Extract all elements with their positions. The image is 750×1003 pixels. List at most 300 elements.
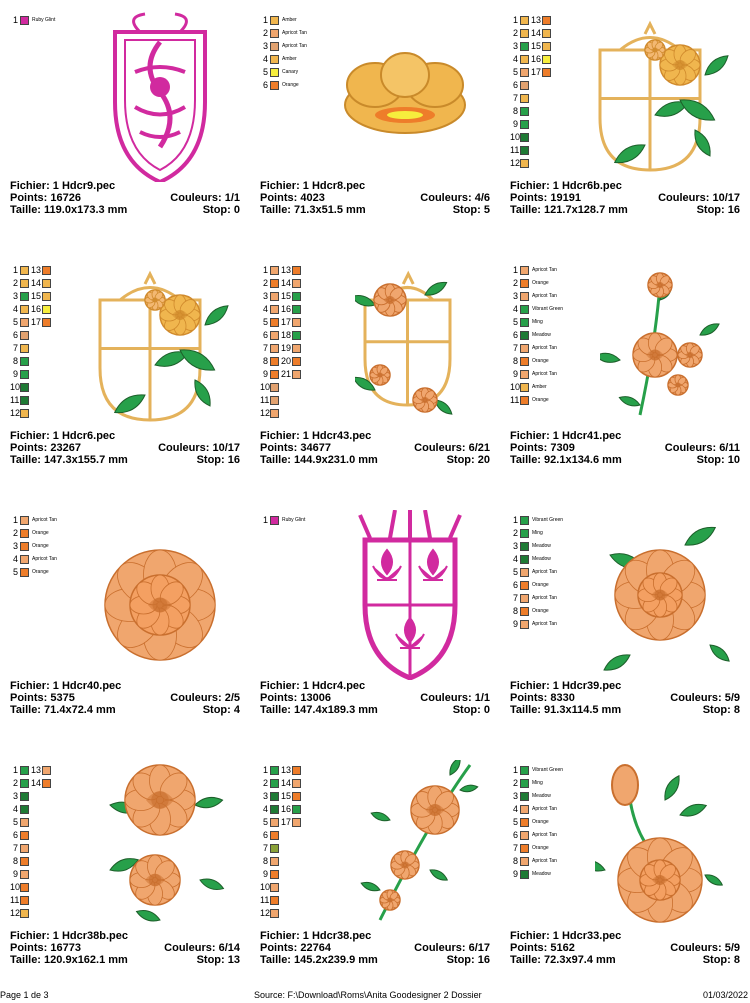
thread-color-swatch: [20, 779, 29, 788]
thread-color-list: [10, 764, 51, 920]
design-info: [10, 180, 240, 216]
thread-number: 13: [31, 765, 42, 775]
thread-number: 9: [12, 869, 18, 879]
thread-color-row: [10, 527, 57, 540]
thread-color-row: [510, 144, 551, 157]
thread-number: 1: [512, 515, 518, 525]
colors-value: 6/21: [468, 442, 490, 454]
size-label: Taille:: [10, 954, 41, 966]
design-card: [500, 0, 750, 250]
thread-number: 21: [281, 369, 292, 379]
file-label: Fichier:: [260, 930, 300, 942]
thread-color-row: [510, 264, 563, 277]
thread-color-swatch: [270, 344, 279, 353]
file-label: Fichier:: [510, 930, 550, 942]
thread-color-row: [260, 894, 301, 907]
print-date: 01/03/2022: [702, 990, 748, 1000]
stop-value: 8: [733, 704, 740, 716]
thread-color-swatch: [520, 779, 529, 788]
thread-color-row: [260, 27, 307, 40]
thread-color-swatch: [270, 357, 279, 366]
size-value: 72.3x97.4 mm: [544, 954, 616, 966]
thread-number: 6: [262, 830, 268, 840]
thread-color-row: [10, 553, 57, 566]
thread-color-name: Meadow: [532, 793, 551, 799]
thread-color-swatch: [270, 55, 279, 64]
thread-color-swatch: [520, 383, 529, 392]
points-line: [10, 942, 81, 954]
thread-color-swatch: [520, 279, 529, 288]
thread-color-row: [510, 27, 551, 40]
thread-color-row: [260, 764, 301, 777]
colors-value: 6/11: [719, 442, 740, 454]
thread-color-row: [510, 329, 563, 342]
thread-color-swatch: [270, 516, 279, 525]
rose-large-icon: [85, 535, 235, 680]
thread-number: 14: [281, 278, 292, 288]
thread-color-swatch: [20, 857, 29, 866]
colors-value: 2/5: [224, 692, 240, 704]
points-line: [510, 442, 575, 454]
thread-color-name: Apricot Tan: [532, 806, 557, 812]
thread-number: 7: [512, 593, 518, 603]
file-line: [510, 430, 621, 442]
thread-number: 3: [12, 291, 18, 301]
thread-color-name: Orange: [282, 82, 299, 88]
points-line: [510, 692, 575, 704]
thread-color-row: [260, 264, 301, 277]
thread-color-swatch: [520, 555, 529, 564]
colors-line: [665, 442, 740, 454]
colors-line: [414, 442, 490, 454]
thread-color-swatch: [292, 805, 301, 814]
thread-color-swatch: [520, 607, 529, 616]
size-line: [510, 454, 622, 466]
thread-color-swatch: [542, 68, 551, 77]
thread-color-row: [510, 66, 551, 79]
thread-color-row: [510, 514, 563, 527]
thread-number: 5: [262, 817, 268, 827]
file-name: 1 Hdcr43.pec: [302, 430, 372, 442]
thread-color-swatch: [20, 16, 29, 25]
thread-color-swatch: [42, 305, 51, 314]
thread-color-swatch: [520, 68, 529, 77]
thread-color-row: [10, 329, 51, 342]
thread-color-row: [510, 105, 551, 118]
thread-color-row: [260, 881, 301, 894]
thread-color-row: [510, 842, 563, 855]
thread-color-row: [260, 790, 301, 803]
size-value: 144.9x231.0 mm: [294, 454, 378, 466]
thread-number: 16: [281, 804, 292, 814]
thread-color-swatch: [292, 292, 301, 301]
size-label: Taille:: [10, 204, 41, 216]
thread-color-row: [10, 540, 57, 553]
thread-color-name: Amber: [282, 17, 297, 23]
design-card: [0, 500, 250, 750]
thread-number: 5: [512, 567, 518, 577]
stop-value: 5: [483, 204, 490, 216]
thread-color-swatch: [520, 55, 529, 64]
thread-color-list: [10, 264, 51, 420]
points-line: [10, 442, 81, 454]
thread-number: 5: [12, 567, 18, 577]
thread-number: 6: [512, 330, 518, 340]
thread-color-swatch: [270, 831, 279, 840]
points-value: 16773: [50, 942, 81, 954]
colors-line: [164, 942, 240, 954]
thread-color-swatch: [520, 29, 529, 38]
stop-label: Stop:: [702, 704, 731, 716]
thread-color-row: [260, 355, 301, 368]
thread-number: 11: [510, 395, 520, 405]
colors-label: Couleurs:: [170, 692, 222, 704]
thread-color-name: Orange: [32, 530, 49, 536]
thread-color-swatch: [542, 16, 551, 25]
file-line: [510, 680, 621, 692]
thread-number: 17: [281, 317, 292, 327]
thread-color-row: [510, 53, 551, 66]
colors-label: Couleurs:: [414, 942, 466, 954]
thread-number: 10: [260, 882, 271, 892]
stop-value: 8: [733, 954, 740, 966]
thread-color-name: Amber: [532, 384, 547, 390]
thread-color-swatch: [270, 883, 279, 892]
thread-number: 3: [12, 541, 18, 551]
thread-color-name: Meadow: [532, 332, 551, 338]
thread-color-swatch: [270, 396, 279, 405]
design-card: [250, 500, 500, 750]
thread-color-swatch: [20, 266, 29, 275]
file-label: Fichier:: [260, 680, 300, 692]
thread-number: 9: [512, 869, 518, 879]
colors-label: Couleurs:: [170, 192, 222, 204]
colors-value: 6/17: [468, 942, 490, 954]
thread-color-swatch: [520, 107, 529, 116]
thread-color-swatch: [20, 279, 29, 288]
thread-number: 14: [31, 278, 42, 288]
thread-number: 5: [12, 817, 18, 827]
thread-color-swatch: [270, 766, 279, 775]
thread-color-row: [260, 303, 301, 316]
thread-color-row: [10, 514, 57, 527]
thread-color-swatch: [20, 909, 29, 918]
thread-color-swatch: [20, 818, 29, 827]
thread-number: 1: [262, 515, 268, 525]
thread-color-swatch: [270, 857, 279, 866]
thread-color-row: [510, 790, 563, 803]
thread-color-name: Orange: [532, 608, 549, 614]
thread-color-swatch: [520, 94, 529, 103]
thread-color-swatch: [20, 516, 29, 525]
colors-label: Couleurs:: [164, 942, 216, 954]
file-label: Fichier:: [10, 930, 50, 942]
file-name: 1 Hdcr8.pec: [302, 180, 366, 192]
thread-color-swatch: [42, 266, 51, 275]
points-label: Points:: [10, 942, 48, 954]
thread-color-swatch: [20, 766, 29, 775]
design-info: [260, 180, 490, 216]
thread-color-row: [10, 290, 51, 303]
points-value: 22764: [300, 942, 331, 954]
stop-label: Stop:: [196, 454, 225, 466]
thread-color-row: [10, 842, 51, 855]
file-line: [510, 930, 621, 942]
thread-color-row: [10, 881, 51, 894]
size-value: 119.0x173.3 mm: [44, 204, 128, 216]
points-line: [10, 192, 81, 204]
thread-color-row: [10, 342, 51, 355]
thread-color-swatch: [270, 331, 279, 340]
thread-number: 6: [512, 830, 518, 840]
thread-number: 7: [262, 343, 268, 353]
thread-color-name: Vibrant Green: [532, 517, 564, 523]
thread-number: 2: [262, 778, 268, 788]
thread-color-row: [260, 368, 301, 381]
file-line: [260, 180, 365, 192]
stop-line: [703, 954, 740, 966]
thread-number: 2: [12, 778, 18, 788]
thread-number: 4: [512, 554, 518, 564]
thread-color-row: [510, 855, 563, 868]
points-line: [510, 192, 581, 204]
thread-color-swatch: [520, 266, 529, 275]
thread-color-row: [10, 907, 51, 920]
thread-color-swatch: [520, 16, 529, 25]
thread-number: 1: [512, 265, 518, 275]
thread-color-row: [10, 868, 51, 881]
size-line: [10, 454, 128, 466]
thread-color-row: [260, 777, 301, 790]
points-line: [260, 192, 325, 204]
file-name: 1 Hdcr6.pec: [52, 430, 116, 442]
thread-number: 7: [512, 343, 518, 353]
stop-line: [197, 954, 240, 966]
thread-color-swatch: [270, 844, 279, 853]
thread-color-swatch: [42, 318, 51, 327]
stop-label: Stop:: [702, 954, 731, 966]
colors-label: Couleurs:: [670, 942, 722, 954]
file-label: Fichier:: [10, 430, 50, 442]
thread-color-swatch: [520, 133, 529, 142]
thread-color-name: Orange: [532, 819, 549, 825]
thread-color-name: Apricot Tan: [532, 267, 557, 273]
points-value: 5375: [50, 692, 75, 704]
thread-color-row: [260, 816, 301, 829]
thread-color-row: [260, 66, 307, 79]
roses-cluster-icon: [100, 760, 230, 935]
thread-number: 3: [262, 291, 268, 301]
thread-color-name: Apricot Tan: [532, 832, 557, 838]
thread-color-row: [260, 14, 307, 27]
thread-number: 9: [262, 369, 268, 379]
thread-color-row: [10, 566, 57, 579]
rose-bud-icon: [595, 760, 725, 935]
thread-color-row: [510, 92, 551, 105]
shield-fleur-de-lis-icon: [350, 510, 470, 685]
stop-value: 16: [727, 204, 740, 216]
thread-number: 1: [12, 15, 18, 25]
thread-number: 2: [262, 278, 268, 288]
points-value: 13006: [300, 692, 331, 704]
thread-number: 16: [281, 304, 292, 314]
thread-number: 3: [12, 791, 18, 801]
thread-color-swatch: [292, 779, 301, 788]
thread-color-swatch: [520, 844, 529, 853]
stop-label: Stop:: [196, 954, 225, 966]
thread-number: 9: [12, 369, 18, 379]
thread-number: 5: [262, 67, 268, 77]
size-value: 71.3x51.5 mm: [294, 204, 366, 216]
thread-color-swatch: [520, 357, 529, 366]
design-info: [510, 680, 740, 716]
thread-color-swatch: [520, 529, 529, 538]
thread-number: 11: [260, 895, 270, 905]
thread-color-row: [510, 829, 563, 842]
size-label: Taille:: [510, 454, 541, 466]
thread-number: 1: [262, 765, 268, 775]
thread-number: 8: [262, 856, 268, 866]
colors-line: [420, 192, 490, 204]
thread-color-row: [510, 355, 563, 368]
thread-color-name: Apricot Tan: [532, 858, 557, 864]
stop-value: 0: [483, 704, 490, 716]
thread-color-swatch: [42, 779, 51, 788]
size-value: 147.3x155.7 mm: [44, 454, 128, 466]
thread-color-swatch: [20, 383, 29, 392]
thread-color-swatch: [270, 16, 279, 25]
thread-color-name: Orange: [532, 397, 549, 403]
colors-line: [670, 692, 740, 704]
design-info: [510, 430, 740, 466]
rose-stem-icon: [360, 760, 480, 935]
thread-color-row: [10, 777, 51, 790]
thread-color-swatch: [292, 279, 301, 288]
thread-color-row: [510, 777, 563, 790]
size-label: Taille:: [260, 454, 291, 466]
points-value: 7309: [550, 442, 575, 454]
thread-color-row: [510, 381, 563, 394]
thread-color-swatch: [520, 516, 529, 525]
thread-number: 11: [10, 395, 20, 405]
thread-number: 5: [512, 817, 518, 827]
thread-number: 14: [31, 778, 42, 788]
thread-number: 18: [281, 330, 292, 340]
thread-color-row: [260, 855, 301, 868]
points-label: Points:: [10, 192, 48, 204]
thread-number: 6: [512, 80, 518, 90]
thread-color-row: [510, 592, 563, 605]
thread-color-swatch: [20, 844, 29, 853]
thread-color-row: [260, 79, 307, 92]
thread-number: 10: [10, 382, 21, 392]
thread-color-row: [510, 131, 551, 144]
thread-number: 8: [512, 106, 518, 116]
thread-color-swatch: [520, 805, 529, 814]
thread-number: 16: [531, 54, 542, 64]
thread-color-swatch: [520, 146, 529, 155]
colors-label: Couleurs:: [414, 442, 466, 454]
design-info: [260, 930, 490, 966]
points-line: [510, 942, 575, 954]
thread-number: 4: [512, 54, 518, 64]
thread-color-swatch: [20, 409, 29, 418]
points-line: [260, 942, 331, 954]
thread-color-row: [260, 394, 301, 407]
thread-number: 3: [512, 291, 518, 301]
shield-pink-ornament-icon: [105, 12, 215, 187]
thread-number: 12: [260, 908, 271, 918]
thread-number: 12: [10, 908, 21, 918]
thread-color-swatch: [270, 305, 279, 314]
file-name: 1 Hdcr41.pec: [552, 430, 622, 442]
thread-number: 10: [510, 382, 521, 392]
thread-number: 13: [281, 265, 292, 275]
thread-color-swatch: [292, 792, 301, 801]
thread-color-swatch: [270, 266, 279, 275]
thread-color-swatch: [270, 805, 279, 814]
size-line: [10, 204, 127, 216]
thread-color-name: Meadow: [532, 556, 551, 562]
crest-roses-vertical-icon: [355, 265, 465, 430]
thread-number: 4: [262, 304, 268, 314]
file-name: 1 Hdcr9.pec: [52, 180, 116, 192]
thread-color-swatch: [20, 896, 29, 905]
thread-color-swatch: [20, 529, 29, 538]
thread-color-swatch: [270, 779, 279, 788]
design-card: [0, 750, 250, 1000]
thread-color-row: [10, 381, 51, 394]
thread-color-name: Vibrant Green: [532, 306, 564, 312]
crest-rose-icon: [585, 20, 735, 185]
points-label: Points:: [10, 442, 48, 454]
thread-color-swatch: [270, 818, 279, 827]
thread-color-row: [10, 407, 51, 420]
thread-number: 2: [12, 528, 18, 538]
thread-number: 13: [531, 15, 542, 25]
design-card: [250, 750, 500, 1000]
thread-color-swatch: [270, 81, 279, 90]
thread-number: 2: [12, 278, 18, 288]
thread-color-row: [10, 277, 51, 290]
thread-color-swatch: [520, 292, 529, 301]
thread-color-swatch: [520, 542, 529, 551]
thread-color-row: [510, 157, 551, 170]
thread-color-swatch: [520, 120, 529, 129]
size-line: [260, 954, 378, 966]
colors-label: Couleurs:: [158, 442, 210, 454]
stop-line: [203, 204, 240, 216]
thread-color-row: [510, 764, 563, 777]
stop-line: [453, 704, 490, 716]
thread-color-row: [10, 816, 51, 829]
thread-color-row: [510, 277, 563, 290]
points-line: [260, 692, 331, 704]
colors-value: 10/17: [212, 442, 240, 454]
thread-color-swatch: [520, 581, 529, 590]
size-value: 145.2x239.9 mm: [294, 954, 378, 966]
thread-number: 5: [262, 317, 268, 327]
thread-color-row: [510, 40, 551, 53]
points-label: Points:: [510, 942, 548, 954]
thread-number: 7: [512, 843, 518, 853]
size-value: 121.7x128.7 mm: [544, 204, 628, 216]
thread-color-swatch: [292, 344, 301, 353]
thread-color-row: [510, 527, 563, 540]
stop-line: [447, 454, 490, 466]
design-info: [510, 930, 740, 966]
thread-number: 12: [510, 158, 521, 168]
